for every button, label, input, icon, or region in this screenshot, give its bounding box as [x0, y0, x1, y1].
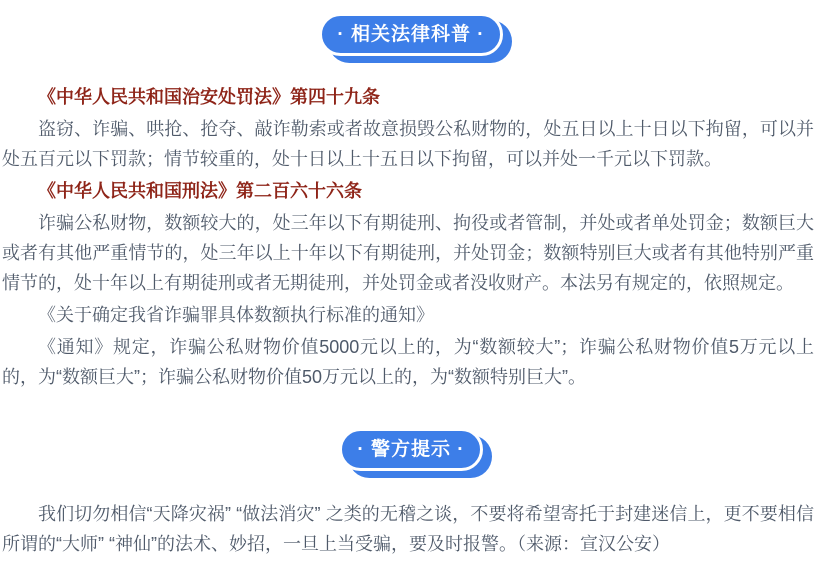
police-section-badge — [339, 428, 482, 471]
law-heading-criminal-law-article-266: 《中华人民共和国刑法》第二百六十六条 — [38, 181, 362, 201]
legal-section-badge — [319, 13, 502, 56]
legal-section-header — [0, 13, 822, 56]
legal-section-content — [0, 82, 822, 392]
paragraph-notice-detail: 《通知》规定，诈骗公私财物价值5000元以上的，为“数额较大”；诈骗公私财物价值5万元以上的，为“数额巨大”；诈骗公私财物价值50万元以上的，为“数额特别巨大”。 — [2, 337, 814, 387]
paragraph-police-tip: 我们切勿相信“天降灾祸” “做法消灾” 之类的无稽之谈，不要将希望寄托于封建迷信上，更不要相信所谓的“大师” “神仙”的法术、妙招，一旦上当受骗，要及时报警。（来源：宣汉公安） — [2, 504, 814, 554]
police-section-content — [0, 499, 822, 559]
paragraph-notice-title: 《关于确定我省诈骗罪具体数额执行标准的通知》 — [38, 305, 434, 325]
legal-section-badge-label: · 相关法律科普 · — [319, 13, 502, 56]
law-heading-public-security-punishment-article-49: 《中华人民共和国治安处罚法》第四十九条 — [38, 87, 380, 107]
police-section-badge-label: · 警方提示 · — [339, 428, 482, 471]
police-section-header — [0, 428, 822, 471]
paragraph-article-266-text: 诈骗公私财物，数额较大的，处三年以下有期徒刑、拘役或者管制，并处或者单处罚金；数额巨大或者有其他严重情节的，处三年以上十年以下有期徒刑，并处罚金；数额特别巨大或者有其他特别严重情节的，处十年以上有期徒刑或者无期徒刑，并处罚金或者没收财产。本法另有规定的，依照规定。 — [2, 213, 814, 293]
paragraph-article-49-text: 盗窃、诈骗、哄抢、抢夺、敲诈勒索或者故意损毁公私财物的，处五日以上十日以下拘留，可以并处五百元以下罚款；情节较重的，处十日以上十五日以下拘留，可以并处一千元以下罚款。 — [2, 119, 814, 169]
